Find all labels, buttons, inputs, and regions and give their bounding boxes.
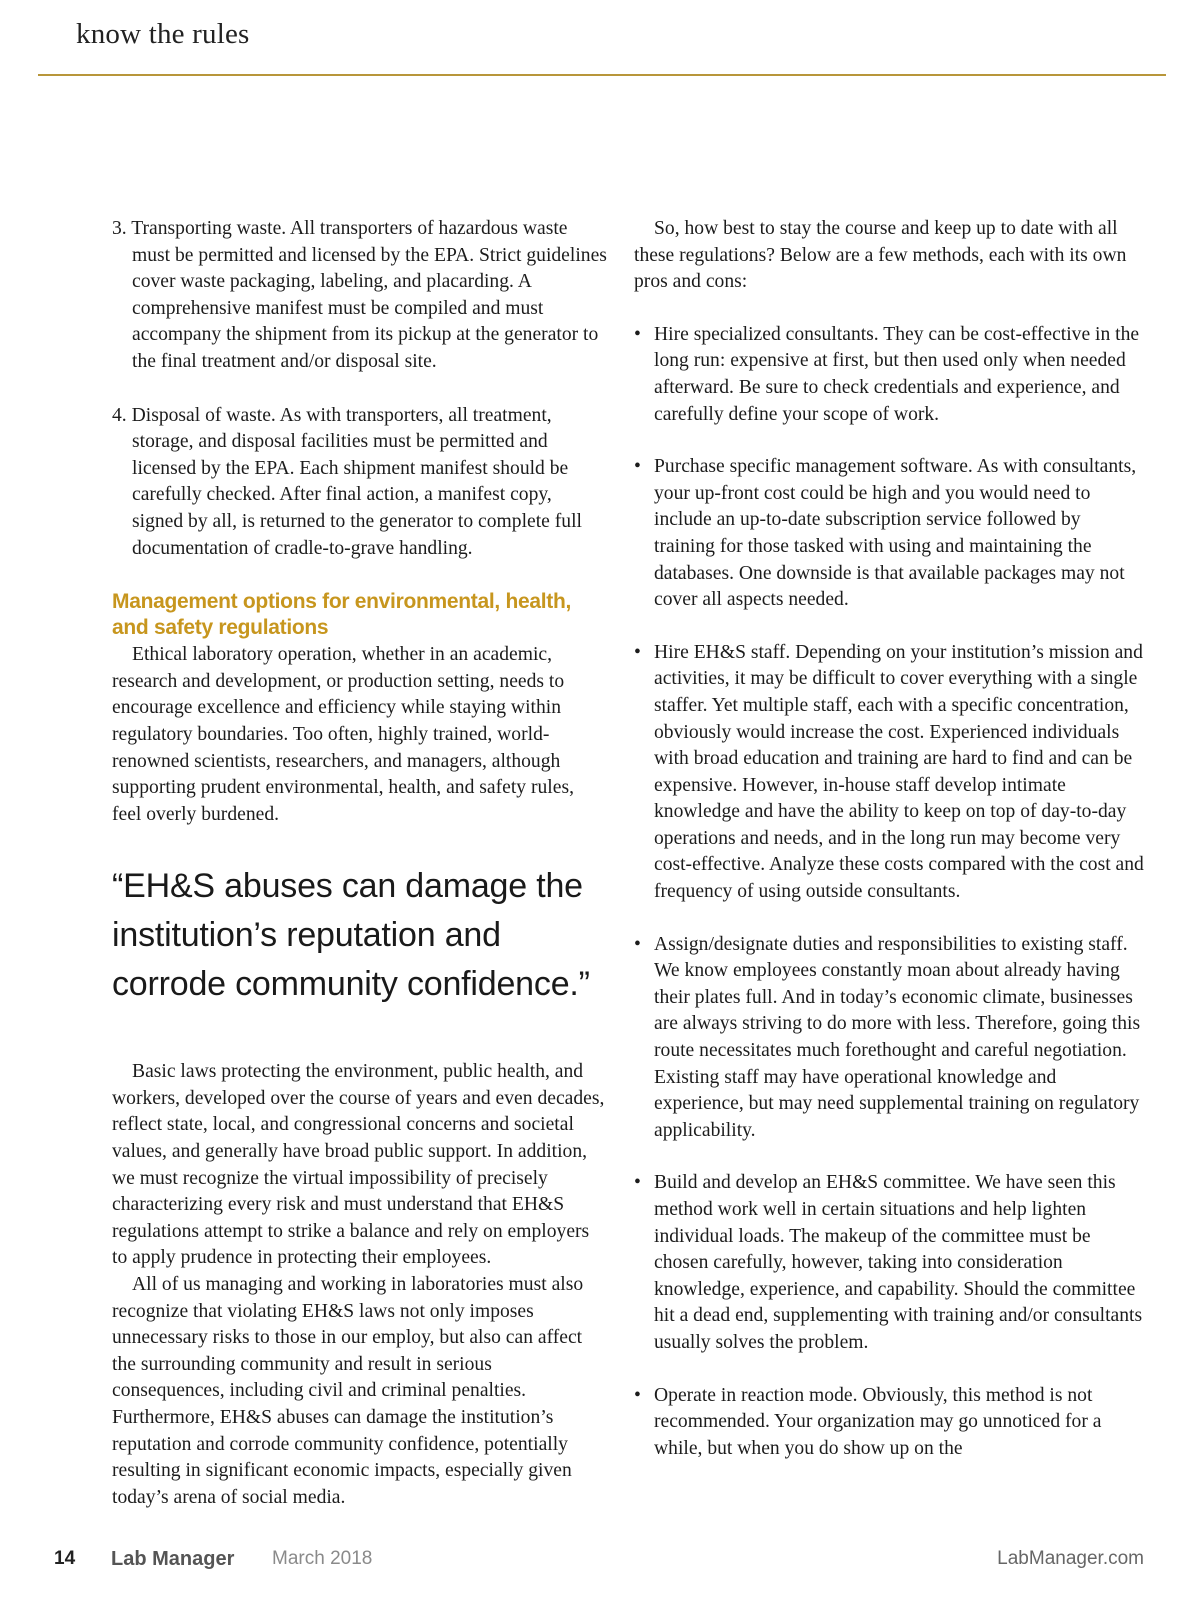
issue-date: March 2018 bbox=[272, 1548, 373, 1569]
pull-quote: “EH&S abuses can damage the institution’s reputation and corrode community confidence.” bbox=[112, 867, 590, 1004]
list-item: • Assign/designate duties and responsibilities to existing staff. We know employees constantly moan about already having their plates full. And in today’s economic climate, businesses are always striving to do more with less. Therefore, going this route necessitates much forethought and careful negotiation. Existing staff may have operational knowledge and experience, but may need supplemental training on regulatory applicability. bbox=[634, 932, 1144, 1145]
list-item: • Operate in reaction mode. Obviously, this method is not recommended. Your organization may go unnoticed for a while, but when you do show up on the bbox=[634, 1383, 1144, 1463]
section-subhead: Management options for environmental, health, and safety regulations bbox=[112, 590, 572, 640]
magazine-name: Lab Manager bbox=[111, 1548, 235, 1570]
left-column bbox=[112, 216, 607, 1511]
intro-paragraph: So, how best to stay the course and keep up to date with all these regulations? Below are a few methods, each with its own pros and cons: bbox=[634, 218, 1127, 293]
body-paragraph: Basic laws protecting the environment, public health, and workers, developed over the course of years and even decades, reflect state, local, and congressional concerns and societal values, and generally have broad public support. In addition, we must recognize the virtual impossibility of precisely characterizing every risk and must understand that EH&S regulations attempt to strike a balance and rely on employers to apply prudence in protecting their employees. bbox=[112, 1061, 605, 1269]
header-rule bbox=[38, 74, 1166, 76]
list-item: • Purchase specific management software. As with consultants, your up-front cost could be high and you would need to include an up-to-date subscription service followed by training for those tasked with using and maintaining the databases. One downside is that available packages may not cover all aspects needed. bbox=[634, 454, 1144, 614]
numbered-item-4: 4. Disposal of waste. As with transporters, all treatment, storage, and disposal facilities must be permitted and licensed by the EPA. Each shipment manifest should be carefully checked. After final action, a manifest copy, signed by all, is returned to the generator to complete full documentation of cradle-to-grave handling. bbox=[112, 404, 582, 559]
site-url[interactable]: LabManager.com bbox=[997, 1548, 1144, 1569]
methods-list bbox=[634, 322, 1144, 1463]
body-paragraph: All of us managing and working in laboratories must also recognize that violating EH&S laws not only imposes unnecessary risks to those in our employ, but also can affect the surrounding community and result in serious consequences, including civil and criminal penalties. Furthermore, EH&S abuses can damage the institution’s reputation and corrode community confidence, potentially resulting in significant economic impacts, especially given today’s arena of social media. bbox=[112, 1274, 584, 1508]
right-column bbox=[634, 216, 1144, 1488]
body-paragraph: Ethical laboratory operation, whether in an academic, research and development, or production setting, needs to encourage excellence and efficiency while staying within regulatory boundaries. Too often, highly trained, world-renowned scientists, researchers, and managers, although supporting prudent environmental, health, and safety rules, feel overly burdened. bbox=[112, 644, 574, 825]
list-item: • Build and develop an EH&S committee. We have seen this method work well in certain situations and help lighten individual loads. The makeup of the committee must be chosen carefully, however, taking into consideration knowledge, experience, and capability. Should the committee hit a dead end, supplementing with training and/or consultants usually solves the problem. bbox=[634, 1170, 1144, 1356]
numbered-item-3: 3. Transporting waste. All transporters of hazardous waste must be permitted and licensed by the EPA. Strict guidelines cover waste packaging, labeling, and placarding. A comprehensive manifest must be compiled and must accompany the shipment from its pickup at the generator to the final treatment and/or disposal site. bbox=[112, 218, 607, 372]
list-item: • Hire EH&S staff. Depending on your institution’s mission and activities, it may be difficult to cover everything with a single staffer. Yet multiple staff, each with a specific concentration, obviously would increase the cost. Experienced individuals with broad education and training are hard to find and can be expensive. However, in-house staff develop intimate knowledge and have the ability to keep on top of day-to-day operations and needs, and in the long run may become very cost-effective. Analyze these costs compared with the cost and frequency of using outside consultants. bbox=[634, 640, 1144, 906]
page-footer bbox=[0, 1548, 1200, 1580]
section-label: know the rules bbox=[76, 18, 250, 50]
list-item: • Hire specialized consultants. They can be cost-effective in the long run: expensive at first, but then used only when needed afterward. Be sure to check credentials and experience, and carefully define your scope of work. bbox=[634, 322, 1144, 428]
page-number: 14 bbox=[54, 1548, 76, 1569]
